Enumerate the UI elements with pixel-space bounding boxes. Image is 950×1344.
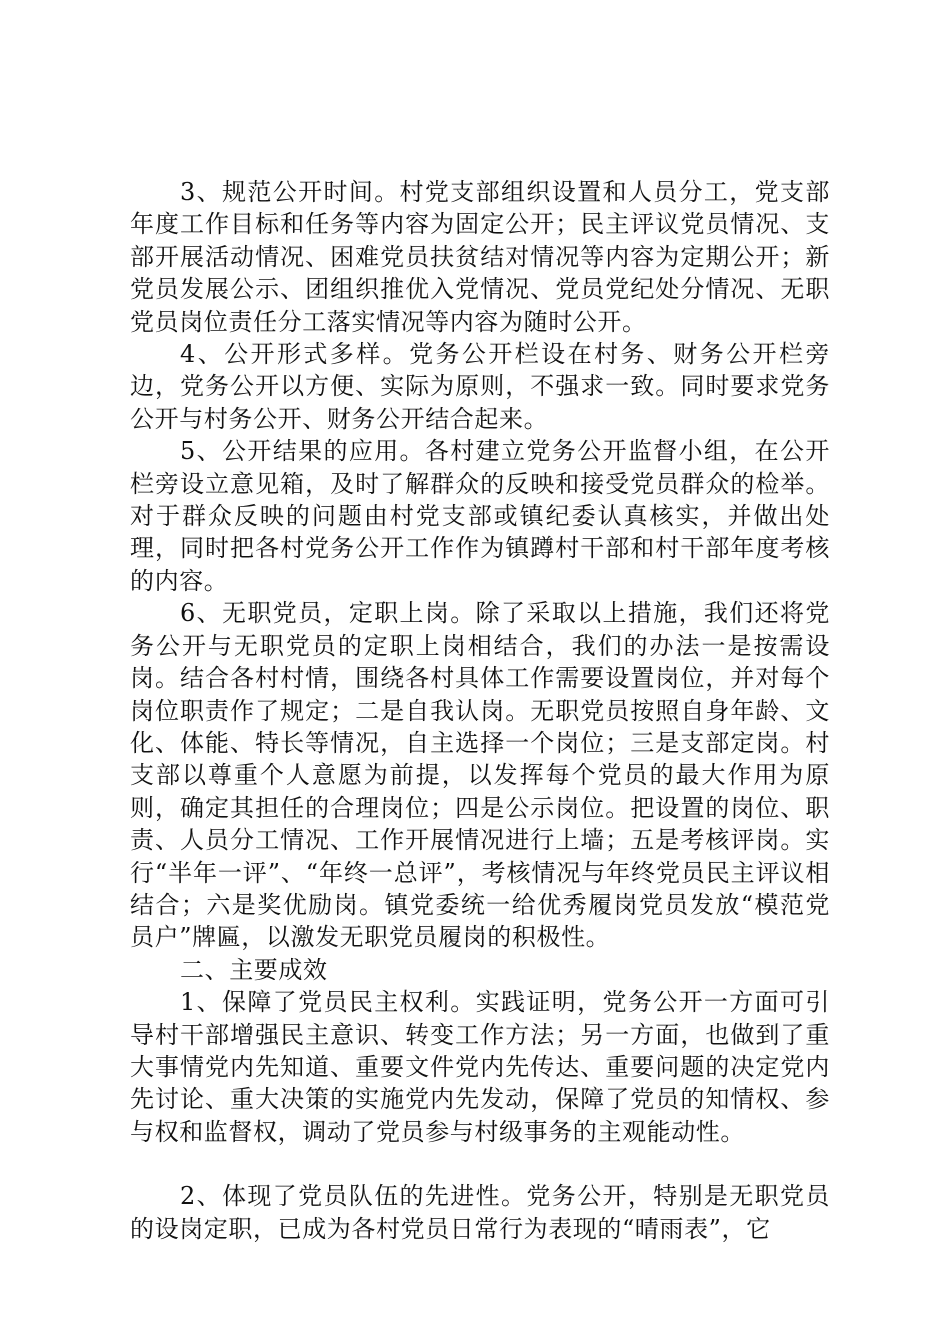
paragraph-spacer: [130, 1148, 830, 1180]
paragraph-result-2: 2、体现了党员队伍的先进性。党务公开，特别是无职党员的设岗定职，已成为各村党员日常行为表现的“晴雨表”，它: [130, 1182, 830, 1243]
paragraph-6-posts: 6、无职党员，定职上岗。除了采取以上措施，我们还将党务公开与无职党员的定职上岗相结合，我们的办法一是按需设岗。结合各村村情，围绕各村具体工作需要设置岗位，并对每个岗位职责作了规定；二是自我认岗。无职党员按照自身年龄、文化、体能、特长等情况，自主选择一个岗位；三是支部定岗。村支部以尊重个人意愿为前提，以发挥每个党员的最大作用为原则，确定其担任的合理岗位；四是公示岗位。把设置的岗位、职责、人员分工情况、工作开展情况进行上墙；五是考核评岗。实行“半年一评”、“年终一总评”，考核情况与年终党员民主评议相结合；六是奖优励岗。镇党委统一给优秀履岗党员发放“模范党员户”牌匾，以激发无职党员履岗的积极性。: [130, 599, 830, 952]
paragraph-result-1: 1、保障了党员民主权利。实践证明，党务公开一方面可引导村干部增强民主意识、转变工作方法；另一方面，也做到了重大事情党内先知道、重要文件党内先传达、重要问题的决定党内先讨论、重大决策的实施党内先发动，保障了党员的知情权、参与权和监督权，调动了党员参与村级事务的主观能动性。: [130, 988, 830, 1146]
paragraph-3-time-rules: 3、规范公开时间。村党支部组织设置和人员分工，党支部年度工作目标和任务等内容为固定公开；民主评议党员情况、支部开展活动情况、困难党员扶贫结对情况等内容为定期公开；新党员发展公示、团组织推优入党情况、党员党纪处分情况、无职党员岗位责任分工落实情况等内容为随时公开。: [130, 178, 830, 336]
document-body: [130, 176, 830, 1245]
paragraph-5-results: 5、公开结果的应用。各村建立党务公开监督小组，在公开栏旁设立意见箱，及时了解群众的反映和接受党员群众的检举。对于群众反映的问题由村党支部或镇纪委认真核实，并做出处理，同时把各村党务公开工作作为镇蹲村干部和村干部年度考核的内容。: [130, 437, 830, 595]
section-heading-main-results: 二、主要成效: [180, 955, 328, 984]
paragraph-4-forms: 4、公开形式多样。党务公开栏设在村务、财务公开栏旁边，党务公开以方便、实际为原则，不强求一致。同时要求党务公开与村务公开、财务公开结合起来。: [130, 340, 830, 433]
